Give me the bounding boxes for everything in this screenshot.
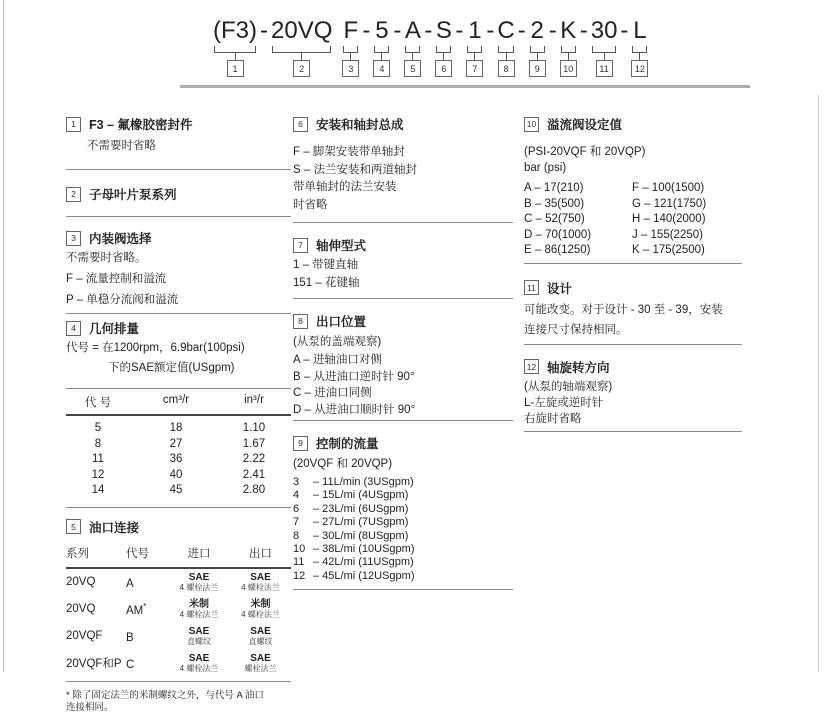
segment-number-box: 4 xyxy=(373,60,390,77)
code-segment-10 xyxy=(560,16,577,77)
section-header xyxy=(524,280,742,296)
segment-stem xyxy=(639,53,640,60)
cell-outlet: SAE 直螺纹 xyxy=(248,625,273,646)
code-segment-text: A xyxy=(404,17,421,44)
segment-stem xyxy=(443,53,444,60)
section-number-box: 9 xyxy=(293,436,308,451)
segment-stem xyxy=(412,53,413,60)
port-table xyxy=(66,537,291,677)
section-design xyxy=(524,264,742,345)
cell-cm3r: 18 xyxy=(169,422,183,434)
section-header xyxy=(293,313,513,329)
section-title: 安装和轴封总成 xyxy=(316,118,404,132)
section-pump-series xyxy=(66,170,291,217)
body-line: 右旋时省略 xyxy=(524,412,582,425)
section-number-box: 3 xyxy=(66,231,81,246)
cell-cm3r: 36 xyxy=(169,453,183,465)
cell-code: 8 xyxy=(94,437,102,450)
table-row xyxy=(66,650,291,677)
code-segment-text: C xyxy=(497,17,515,44)
segment-number-box: 7 xyxy=(466,60,483,77)
option-line: F – 脚架安装带单轴封 xyxy=(293,146,405,158)
flow-code: 4 xyxy=(293,489,300,502)
setting-list xyxy=(524,181,742,259)
flow-value: – 38L/mi (10USgpm) xyxy=(313,543,415,556)
flow-item xyxy=(293,476,513,489)
cell-code: 5 xyxy=(94,422,102,434)
segment-stem xyxy=(235,53,236,60)
segment-bracket xyxy=(272,46,331,53)
segment-number-box: 9 xyxy=(529,60,546,77)
segment-bracket xyxy=(374,46,389,53)
cell-code: AM* xyxy=(126,601,147,617)
section-number-box: 5 xyxy=(66,519,81,534)
code-separator: - xyxy=(362,17,371,44)
section-header xyxy=(66,320,291,336)
flow-value: – 11L/min (3USgpm) xyxy=(313,476,414,488)
code-segment-text: K xyxy=(560,17,577,44)
segment-stem xyxy=(301,53,302,60)
section-header xyxy=(524,359,742,375)
setting-item: G – 121(1750) xyxy=(632,197,707,210)
table-row xyxy=(66,596,291,623)
section-header xyxy=(293,237,513,253)
section-title: 子母叶片泵系列 xyxy=(89,188,177,202)
column-header: 出口 xyxy=(249,547,272,560)
cell-cm3r: 40 xyxy=(169,468,183,481)
flow-item xyxy=(293,489,513,502)
section-displacement xyxy=(66,314,291,508)
flow-item xyxy=(293,530,513,543)
segment-bracket xyxy=(561,46,576,53)
body-text xyxy=(293,352,513,418)
option-line: B – 从进油口逆时针 90° xyxy=(293,370,415,383)
code-segment-text: L xyxy=(633,17,647,44)
flow-item xyxy=(293,503,513,516)
flow-value: – 27L/mi (7USgpm) xyxy=(313,516,409,529)
table-header-row xyxy=(66,537,291,569)
option-line: A – 进轴油口对侧 xyxy=(293,354,382,366)
segment-number-box: 5 xyxy=(404,60,421,77)
segment-stem xyxy=(604,53,605,60)
segment-number-box: 6 xyxy=(435,60,452,77)
setting-item: A – 17(210) xyxy=(524,182,584,194)
section-title: F3 – 氟橡胶密封件 xyxy=(89,118,193,132)
code-segment-6 xyxy=(435,16,452,77)
segment-bracket xyxy=(405,46,420,53)
displacement-intro: 下的SAE额定值(USgpm) xyxy=(108,362,235,374)
body-line: (从泵的轴端观察) xyxy=(524,380,613,393)
section-number-box: 8 xyxy=(293,314,308,329)
code-separator: - xyxy=(517,17,526,44)
cell-outlet: SAE 4 螺栓法兰 xyxy=(241,571,280,592)
segment-number-box: 1 xyxy=(227,60,244,77)
flow-code: 8 xyxy=(293,529,300,542)
flow-item xyxy=(293,543,513,556)
section-number-box: 6 xyxy=(293,117,308,132)
column-header: 进口 xyxy=(187,547,211,560)
body-line: 连接尺寸保持相同。 xyxy=(524,323,628,336)
code-segment-text: 5 xyxy=(375,17,389,44)
cell-inlet: 米制 4 螺栓法兰 xyxy=(179,598,219,619)
section-title: 出口位置 xyxy=(316,315,367,329)
option-line: 不需要时省略。 xyxy=(66,252,147,264)
section-title: 油口连接 xyxy=(89,520,140,535)
cell-outlet: SAE 螺栓法兰 xyxy=(244,652,277,673)
cell-series: 20VQF和P xyxy=(66,658,122,670)
segment-stem xyxy=(381,53,382,60)
segment-stem xyxy=(474,53,475,60)
setting-item: H – 140(2000) xyxy=(632,213,706,225)
code-segment-5 xyxy=(404,16,421,77)
segment-bracket xyxy=(498,46,513,53)
section-f3-seals xyxy=(66,100,291,170)
code-segment-4 xyxy=(373,16,390,77)
segment-bracket xyxy=(343,46,358,53)
model-code xyxy=(213,16,648,77)
cell-inlet: SAE 4 螺栓法兰 xyxy=(179,571,219,592)
flow-value: – 30L/mi (8USgpm) xyxy=(313,529,409,542)
table-row xyxy=(66,421,291,437)
header-divider xyxy=(180,85,750,88)
cell-code: C xyxy=(126,658,135,671)
column-header: in³/r xyxy=(244,394,264,406)
segment-bracket xyxy=(436,46,451,53)
section-header xyxy=(524,116,742,132)
column-right xyxy=(524,100,742,432)
cell-in3r: 1.10 xyxy=(242,422,266,434)
cell-cm3r: 45 xyxy=(169,484,183,496)
code-segment-text: 1 xyxy=(468,17,482,44)
cell-in3r: 2.80 xyxy=(242,484,266,496)
section-shaft-type xyxy=(293,223,513,299)
flow-value: – 42L/mi (11USgpm) xyxy=(313,556,414,569)
cell-series: 20VQ xyxy=(66,576,96,588)
section-title: 控制的流量 xyxy=(316,437,379,451)
code-segment-text: 30 xyxy=(590,17,618,44)
option-line: 1 – 带键直轴 xyxy=(293,259,359,271)
column-left xyxy=(66,100,291,715)
cell-series: 20VQF xyxy=(66,630,103,642)
code-segment-8 xyxy=(497,16,514,77)
option-line: P – 单稳分流阀和溢流 xyxy=(66,294,179,306)
section-number-box: 11 xyxy=(524,280,539,295)
section-title: 内装阀选择 xyxy=(89,232,152,246)
column-header: 代号 xyxy=(126,547,149,560)
segment-bracket xyxy=(592,46,617,53)
segment-number-box: 11 xyxy=(596,60,613,77)
cell-in3r: 2.22 xyxy=(242,453,266,465)
footnote-line: 连接相同。 xyxy=(66,702,114,713)
cell-series: 20VQ xyxy=(66,603,96,615)
table-header-row xyxy=(66,388,291,416)
section-port-connection xyxy=(66,508,291,682)
footnote xyxy=(66,682,291,715)
section-shaft-rotation xyxy=(524,345,742,432)
segment-stem xyxy=(350,53,351,60)
code-segment-11 xyxy=(591,16,618,77)
code-segment-7 xyxy=(466,16,483,77)
code-segment-2 xyxy=(271,16,332,77)
code-separator xyxy=(332,16,342,46)
cell-code: B xyxy=(126,631,134,644)
table-row xyxy=(66,437,291,453)
flow-code: 6 xyxy=(293,502,300,515)
section-controlled-flow xyxy=(293,421,513,590)
segment-number-box: 12 xyxy=(631,60,648,77)
cell-outlet: 米制 4 螺栓法兰 xyxy=(241,598,280,619)
cell-code: 14 xyxy=(91,484,105,496)
cell-in3r: 2.41 xyxy=(242,468,266,481)
section-number-box: 2 xyxy=(66,187,81,202)
flow-item xyxy=(293,570,513,583)
code-separator: - xyxy=(424,17,433,44)
setting-item: C – 52(750) xyxy=(524,213,585,225)
code-separator: - xyxy=(393,17,402,44)
option-line: D – 从进油口顺时针 90° xyxy=(293,403,416,416)
table-row xyxy=(66,623,291,650)
cell-code: 12 xyxy=(91,468,105,481)
footnote-line: * 除了固定法兰的米制螺纹之外，与代号 A 油口 xyxy=(66,689,264,701)
code-separator: - xyxy=(455,17,464,44)
section-note: 不需要时省略 xyxy=(87,140,156,152)
segment-bracket xyxy=(467,46,482,53)
section-number-box: 12 xyxy=(524,359,539,374)
body-line: 可能改变。对于设计 - 30 至 - 39，安装 xyxy=(524,303,723,316)
segment-stem xyxy=(537,53,538,60)
flow-item xyxy=(293,516,513,529)
flow-code: 12 xyxy=(293,569,306,582)
column-header: 代 号 xyxy=(84,397,112,409)
column-header: 系列 xyxy=(66,547,89,560)
section-valve-option xyxy=(66,217,291,314)
body-text xyxy=(524,300,742,340)
code-segment-text: F xyxy=(343,17,359,44)
cell-code: A xyxy=(126,577,134,590)
code-segment-12 xyxy=(631,16,648,77)
code-segment-1 xyxy=(213,16,257,77)
table-body xyxy=(66,416,291,499)
cell-code: 11 xyxy=(92,453,104,465)
cell-in3r: 1.67 xyxy=(242,437,266,450)
section-title: 轴旋转方向 xyxy=(547,360,610,375)
section-header xyxy=(293,435,513,451)
option-line: 151 – 花键轴 xyxy=(293,276,360,289)
code-segment-text: (F3) xyxy=(213,17,257,44)
flow-code: 3 xyxy=(293,476,300,488)
cell-cm3r: 27 xyxy=(169,437,183,450)
option-line: 带单轴封的法兰安装 xyxy=(293,181,397,193)
option-line: S – 法兰安装和两道轴封 xyxy=(293,163,417,176)
section-number-box: 1 xyxy=(66,117,81,132)
section-header xyxy=(66,519,291,535)
body-text xyxy=(524,379,742,427)
segment-number-box: 3 xyxy=(342,60,359,77)
table-row xyxy=(66,468,291,484)
body-line: L-左旋或逆时针 xyxy=(524,396,604,409)
code-separator: - xyxy=(620,17,629,44)
flow-code: 7 xyxy=(293,516,300,529)
table-row xyxy=(66,452,291,468)
section-note: (PSI-20VQF 和 20VQP) xyxy=(524,146,646,158)
code-separator: - xyxy=(579,17,588,44)
flow-item xyxy=(293,556,513,569)
setting-item: E – 86(1250) xyxy=(524,244,591,256)
table-row xyxy=(66,483,291,499)
code-separator: - xyxy=(260,17,268,44)
section-title: 设计 xyxy=(547,281,573,296)
page-right-border xyxy=(818,95,819,672)
section-title: 溢流阀设定值 xyxy=(547,118,623,132)
segment-number-box: 10 xyxy=(560,60,577,77)
body-text xyxy=(293,257,513,292)
flow-value: – 15L/mi (4USgpm) xyxy=(313,489,409,502)
segment-bracket xyxy=(530,46,545,53)
section-header xyxy=(293,116,513,132)
option-line: C – 进油口同侧 xyxy=(293,387,372,399)
segment-bracket xyxy=(632,46,647,53)
cell-inlet: SAE 直螺纹 xyxy=(187,625,211,646)
cell-inlet: SAE 4 螺栓法兰 xyxy=(179,652,219,673)
section-note: (20VQF 和 20VQP) xyxy=(293,458,393,470)
column-middle xyxy=(293,100,513,590)
table-row xyxy=(66,569,291,596)
setting-item: J – 155(2250) xyxy=(632,228,703,241)
setting-item: K – 175(2500) xyxy=(632,244,705,256)
section-number-box: 4 xyxy=(66,321,81,336)
body-text xyxy=(293,144,513,214)
column-header: cm³/r xyxy=(162,394,190,406)
section-note: (从泵的盖端观察) xyxy=(293,336,382,348)
option-line: F – 流量控制和溢流 xyxy=(66,273,167,285)
setting-item: F – 100(1500) xyxy=(632,182,705,194)
section-relief-setting xyxy=(524,100,742,264)
code-segment-text: 20VQ xyxy=(271,17,333,44)
section-header xyxy=(66,186,291,202)
section-title: 轴伸型式 xyxy=(316,239,367,253)
section-number-box: 10 xyxy=(524,117,539,132)
displacement-intro: 代号 = 在1200rpm，6.9bar(100psi) xyxy=(66,342,245,354)
code-segment-text: 2 xyxy=(530,17,544,44)
code-separator: - xyxy=(548,17,557,44)
code-separator: - xyxy=(486,17,495,44)
section-note: bar (psi) xyxy=(524,162,567,174)
code-segment-3 xyxy=(342,16,359,77)
page-left-border xyxy=(3,0,4,672)
segment-stem xyxy=(568,53,569,60)
segment-number-box: 2 xyxy=(293,60,310,77)
flow-value: – 23L/mi (6USgpm) xyxy=(313,502,409,515)
section-outlet-position xyxy=(293,299,513,421)
section-title: 几何排量 xyxy=(89,322,140,336)
displacement-table xyxy=(66,388,291,499)
segment-bracket xyxy=(214,46,256,53)
segment-stem xyxy=(506,53,507,60)
setting-item: B – 35(500) xyxy=(524,197,585,210)
option-line: 时省略 xyxy=(293,198,328,211)
section-mounting-seal xyxy=(293,100,513,223)
section-header xyxy=(66,116,291,132)
flow-value: – 45L/mi (12USgpm) xyxy=(313,569,415,582)
setting-item: D – 70(1000) xyxy=(524,228,592,241)
section-header xyxy=(66,230,291,246)
segment-number-box: 8 xyxy=(498,60,515,77)
section-number-box: 7 xyxy=(293,238,308,253)
flow-list xyxy=(293,476,513,583)
flow-code: 11 xyxy=(293,556,305,569)
code-segment-9 xyxy=(529,16,546,77)
flow-code: 10 xyxy=(293,543,306,556)
code-segment-text: S xyxy=(435,17,452,44)
